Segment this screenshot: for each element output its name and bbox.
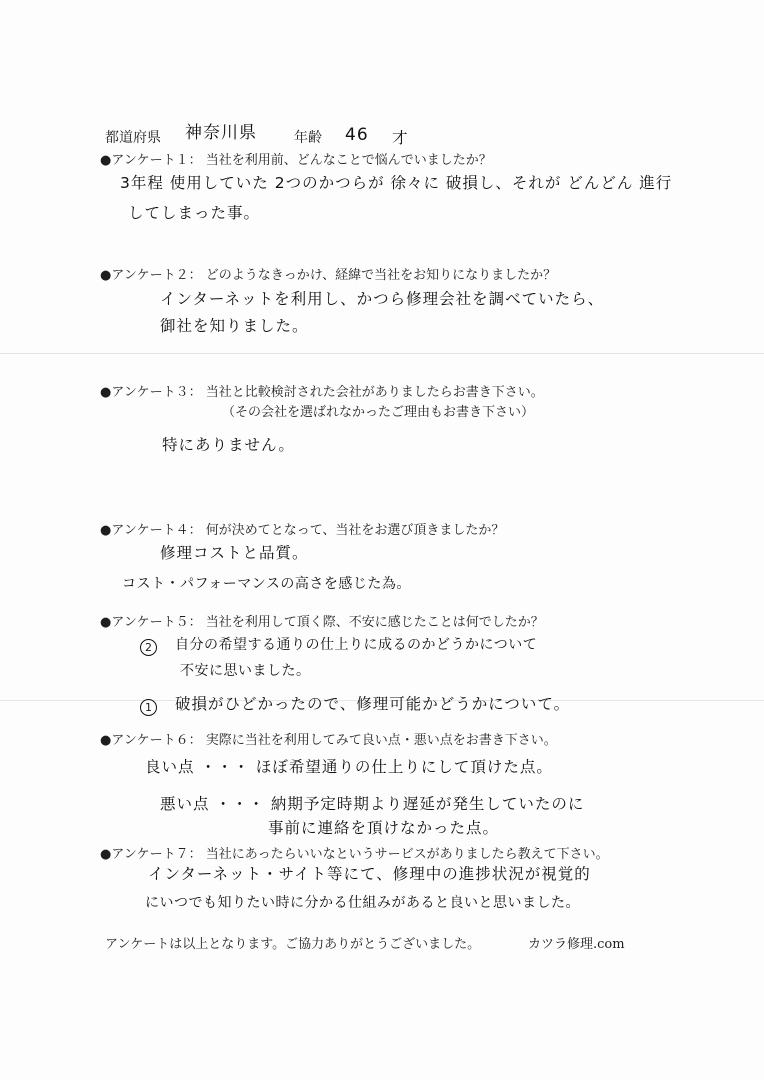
age-unit: 才 bbox=[392, 129, 409, 147]
question-3-note: （その会社を選ばれなかったご理由もお書き下さい） bbox=[222, 405, 535, 420]
answer-4-line-2: コスト・パフォーマンスの高さを感じた為。 bbox=[122, 576, 411, 592]
answer-7-line-1: インターネット・サイト等にて、修理中の進捗状況が視覚的 bbox=[148, 865, 591, 883]
answer-2-line-2: 御社を知りました。 bbox=[160, 317, 309, 335]
age-label: 年齢 bbox=[294, 130, 322, 146]
answer-6-line-3: 事前に連絡を頂けなかった点。 bbox=[268, 819, 500, 837]
question-5: ●アンケート５： 当社を利用して頂く際、不安に感じたことは何でしたか？ bbox=[100, 615, 544, 630]
circled-number-2: 2 bbox=[140, 639, 157, 656]
answer-5-line-2: 不安に思いました。 bbox=[180, 663, 311, 679]
circled-number-1: 1 bbox=[140, 699, 157, 716]
answer-6-line-2: 悪い点 ・・・ 納期予定時期より遅延が発生していたのに bbox=[160, 795, 585, 813]
answer-1-line-1: 3年程 使用していた 2つのかつらが 徐々に 破損し、それが どんどん 進行 bbox=[120, 174, 673, 192]
question-6: ●アンケート６： 実際に当社を利用してみて良い点・悪い点をお書き下さい。 bbox=[100, 733, 557, 748]
answer-5-line-1: 自分の希望する通りの仕上りに成るのかどうかについて bbox=[175, 637, 538, 653]
answer-5-item-1 bbox=[140, 697, 167, 716]
answer-4-line-1: 修理コストと品質。 bbox=[160, 544, 309, 562]
answer-5-line-3: 破損がひどかったので、修理可能かどうかについて。 bbox=[175, 695, 571, 713]
question-7: ●アンケート７： 当社にあったらいいなというサービスがありましたら教えて下さい。 bbox=[100, 847, 609, 862]
answer-2-line-1: インターネットを利用し、かつら修理会社を調べていたら、 bbox=[160, 290, 605, 308]
fold-line bbox=[0, 353, 764, 354]
prefecture-label: 都道府県 bbox=[105, 130, 161, 146]
question-3: ●アンケート３： 当社と比較検討された会社がありましたらお書き下さい。 bbox=[100, 385, 544, 400]
answer-5-item-2 bbox=[140, 637, 167, 656]
prefecture-value: 神奈川県 bbox=[185, 123, 257, 143]
answer-7-line-2: にいつでも知りたい時に分かる仕組みがあると良いと思いました。 bbox=[145, 895, 580, 911]
age-value: 46 bbox=[345, 125, 369, 145]
question-2: ●アンケート２： どのようなきっかけ、経緯で当社をお知りになりましたか？ bbox=[100, 268, 557, 283]
closing-text: アンケートは以上となります。ご協力ありがとうございました。 bbox=[105, 937, 481, 952]
answer-3-line-1: 特にありません。 bbox=[162, 436, 295, 454]
question-4: ●アンケート４： 何が決めてとなって、当社をお選び頂きましたか？ bbox=[100, 523, 505, 538]
question-1: ●アンケート１： 当社を利用前、どんなことで悩んでいましたか？ bbox=[100, 153, 492, 168]
brand-name: カツラ修理.com bbox=[528, 937, 625, 952]
answer-1-line-2: してしまった事。 bbox=[128, 204, 261, 222]
answer-6-line-1: 良い点 ・・・ ほぼ希望通りの仕上りにして頂けた点。 bbox=[145, 758, 553, 776]
